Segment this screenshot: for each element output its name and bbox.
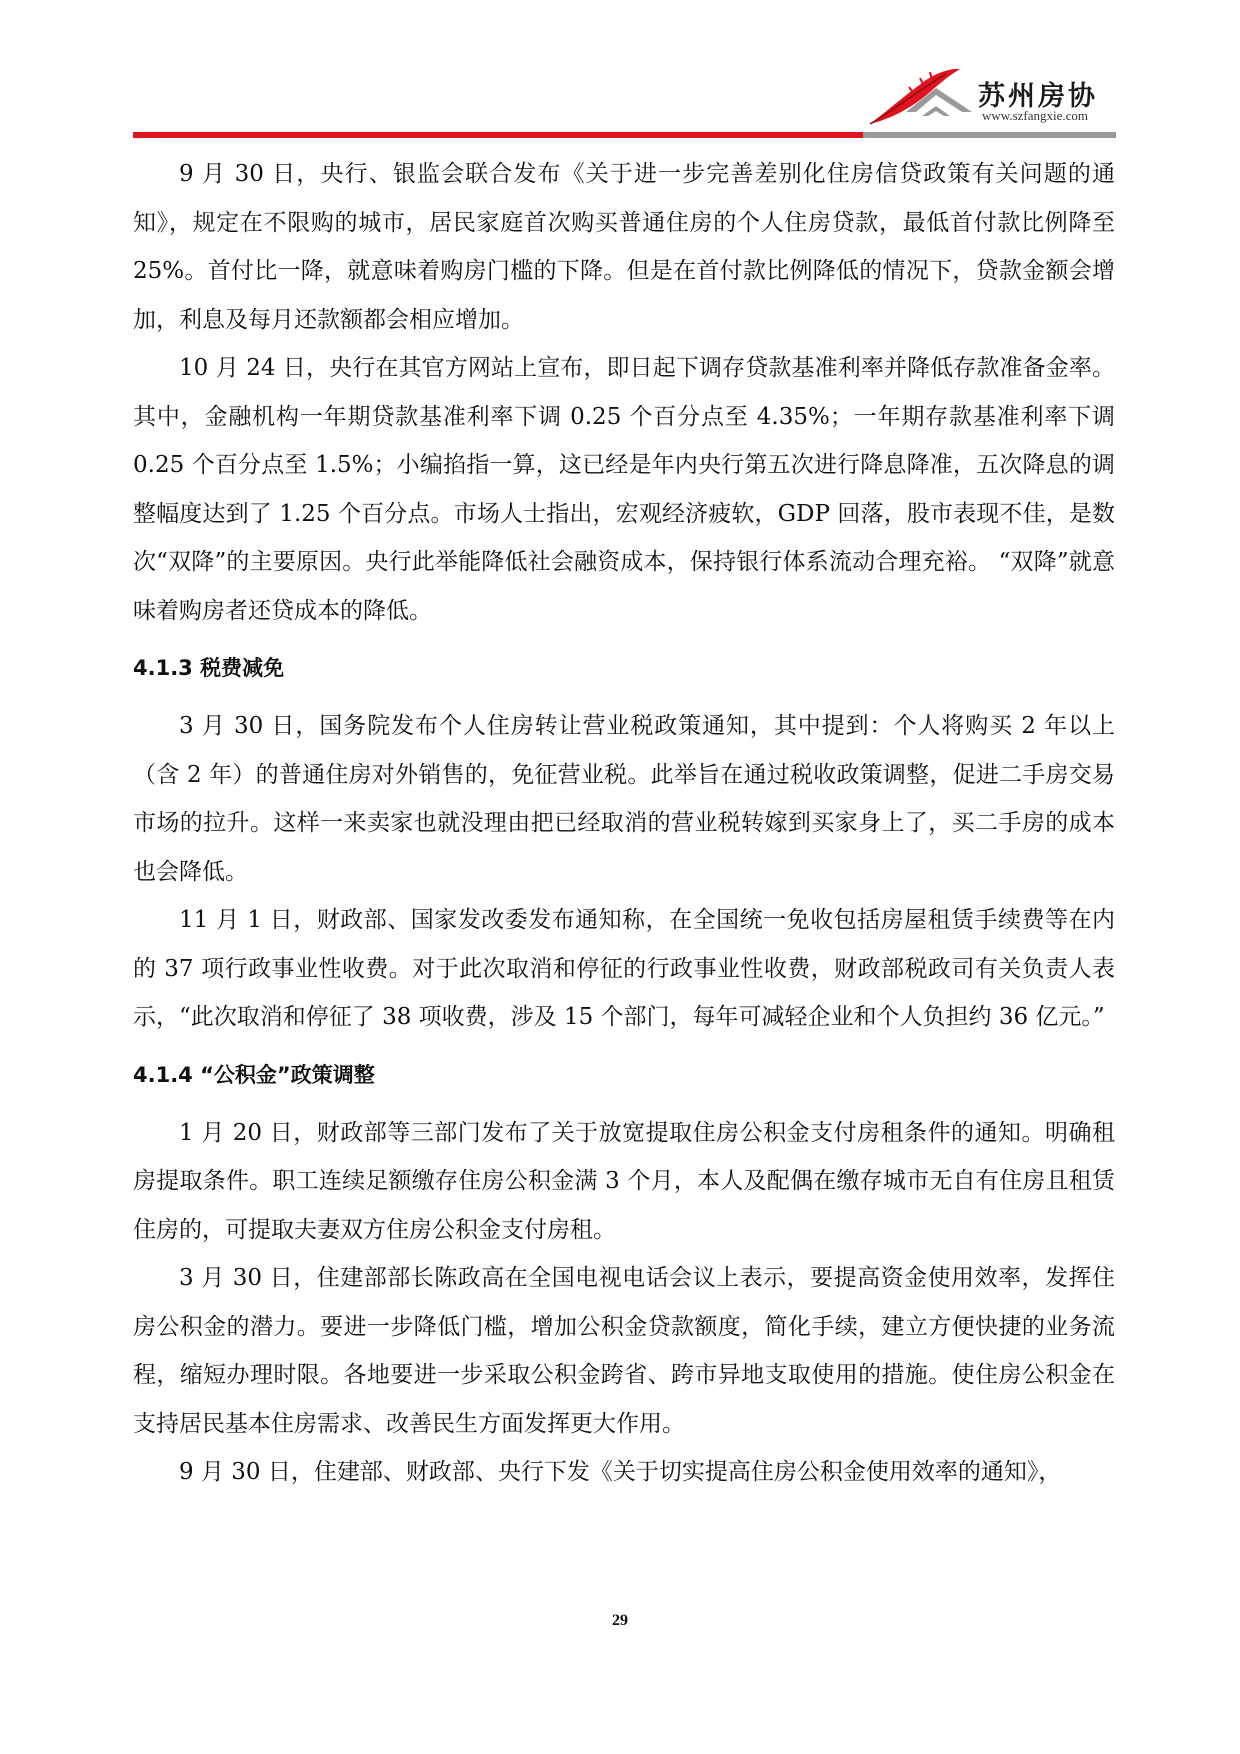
page-body — [133, 150, 1115, 1497]
paragraph: 9 月 30 日，央行、银监会联合发布《关于进一步完善差别化住房信贷政策有关问题的通知》，规定在不限购的城市，居民家庭首次购买普通住房的个人住房贷款，最低首付款比例降至 25%。首付比一降，就意味着购房门槛的下降。但是在首付款比例降低的情况下，贷款金额会增加，利息及每月还款额都会相应增加。 — [133, 161, 1115, 333]
quill-and-roof-logo-icon — [864, 66, 974, 130]
page-number: 29 — [612, 1612, 628, 1629]
paragraph: 10 月 24 日，央行在其官方网站上宣布，即日起下调存贷款基准利率并降低存款准备金率。其中，金融机构一年期贷款基准利率下调 0.25 个百分点至 4.35%；一年期存款基准利率下调 0.25 个百分点至 1.5%；小编掐指一算，这已经是年内央行第五次进行降息降准，五次降息的调整幅度达到了 1.25 个百分点。市场人士指出，宏观经济疲软，GDP 回落，股市表现不佳，是数次“双降”的主要原因。央行此举能降低社会融资成本，保持银行体系流动合理充裕。 “双降”就意味着购房者还贷成本的降低。 — [133, 355, 1115, 624]
paragraph: 3 月 30 日，国务院发布个人住房转让营业税政策通知，其中提到：个人将购买 2 年以上（含 2 年）的普通住房对外销售的，免征营业税。此举旨在通过税收政策调整，促进二手房交易市场的拉升。这样一来卖家也就没理由把已经取消的营业税转嫁到买家身上了，买二手房的成本也会降低。 — [133, 713, 1115, 885]
page-header — [0, 0, 1240, 140]
section-heading-4-1-4: 4.1.4 “公积金”政策调整 — [133, 1062, 375, 1087]
paragraph: 1 月 20 日，财政部等三部门发布了关于放宽提取住房公积金支付房租条件的通知。明确租房提取条件。职工连续足额缴存住房公积金满 3 个月，本人及配偶在缴存城市无自有住房且租赁住房的，可提取夫妻双方住房公积金支付房租。 — [133, 1119, 1115, 1243]
paragraph: 9 月 30 日，住建部、财政部、央行下发《关于切实提高住房公积金使用效率的通知》， — [179, 1459, 1062, 1485]
paragraph: 3 月 30 日，住建部部长陈政高在全国电视电话会议上表示，要提高资金使用效率，发挥住房公积金的潜力。要进一步降低门槛，增加公积金贷款额度，简化手续，建立方便快捷的业务流程，缩短办理时限。各地要进一步采取公积金跨省、跨市异地支取使用的措施。使住房公积金在支持居民基本住房需求、改善民生方面发挥更大作用。 — [133, 1265, 1115, 1437]
brand-name: 苏州房协 — [978, 81, 1098, 112]
brand-url: www.szfangxie.com — [982, 108, 1089, 123]
paragraph: 11 月 1 日，财政部、国家发改委发布通知称，在全国统一免收包括房屋租赁手续费等在内的 37 项行政事业性收费。对于此次取消和停征的行政事业性收费，财政部税政司有关负责人表示，“此次取消和停征了 38 项收费，涉及 15 个部门，每年可减轻企业和个人负担约 36 亿元。” — [133, 907, 1115, 1030]
section-heading-4-1-3: 4.1.3 税费减免 — [133, 656, 285, 680]
header-rule-gray — [863, 132, 1116, 138]
header-rule-red — [133, 132, 863, 138]
